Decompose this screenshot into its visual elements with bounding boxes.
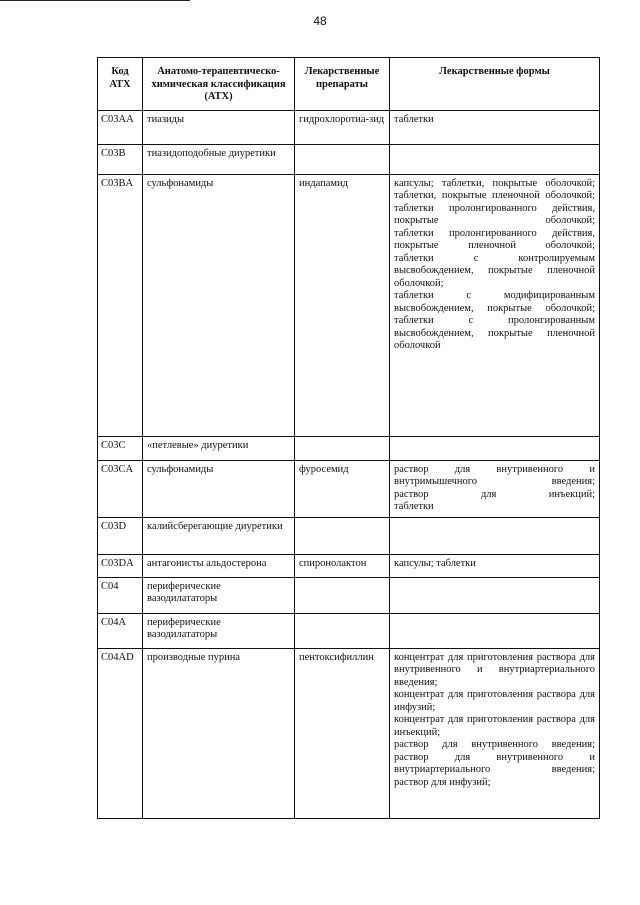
dosage-form-item: таблетки с пролонгированным высвобождением, покрытые пленочной оболочкой — [394, 315, 595, 351]
atc-table — [97, 57, 600, 819]
header-classification: Анатомо-терапевтическо-химическая классификация (АТХ) — [143, 58, 295, 111]
classification-cell: производные пурина — [143, 648, 295, 818]
atc-code-cell: C04AD — [98, 648, 143, 818]
dosage-form-item: раствор для инъекций; — [394, 488, 595, 500]
classification-cell: сульфонамиды — [143, 460, 295, 517]
classification-cell: периферические вазодилататоры — [143, 613, 295, 648]
atc-code-cell: C03AA — [98, 110, 143, 144]
table-row — [98, 460, 600, 517]
forms-cell — [390, 436, 600, 460]
drug-cell — [295, 436, 390, 460]
dosage-form-item: раствор для внутривенного введения; — [394, 739, 595, 750]
classification-cell: антагонисты альдостерона — [143, 554, 295, 577]
classification-cell: калийсберегающие диуретики — [143, 517, 295, 554]
dosage-form-item: раствор для инфузий; — [394, 776, 491, 788]
dosage-form-item: раствор для внутривенного и внутримышечного введения; — [394, 463, 595, 487]
drug-cell: фуросемид — [295, 460, 390, 517]
table-row — [98, 648, 600, 818]
dosage-form-item: таблетки — [394, 113, 434, 125]
table-row — [98, 110, 600, 144]
dosage-form-item: таблетки — [394, 501, 434, 512]
forms-cell — [390, 648, 600, 818]
classification-cell: тиазидоподобные диуретики — [143, 144, 295, 174]
table-row — [98, 174, 600, 436]
atc-code-cell: C03D — [98, 517, 143, 554]
classification-cell: тиазиды — [143, 110, 295, 144]
forms-cell — [390, 577, 600, 613]
table-row — [98, 144, 600, 174]
table-row — [98, 554, 600, 577]
atc-code-cell: C04 — [98, 577, 143, 613]
atc-code-cell: C03BA — [98, 174, 143, 436]
dosage-form-item: таблетки с контролируемым высвобождением, покрытые пленочной оболочкой; — [394, 252, 595, 289]
table-row — [98, 436, 600, 460]
header-drugs: Лекарственные препараты — [295, 58, 390, 111]
drug-cell: спиронолактон — [295, 554, 390, 577]
atc-code-cell: C03B — [98, 144, 143, 174]
table-row — [98, 577, 600, 613]
classification-cell: периферические вазодилататоры — [143, 577, 295, 613]
dosage-form-item: капсулы; таблетки — [394, 557, 476, 569]
drug-cell: индапамид — [295, 174, 390, 436]
atc-code-cell: C03C — [98, 436, 143, 460]
classification-cell: «петлевые» диуретики — [143, 436, 295, 460]
atc-code-cell: C03DA — [98, 554, 143, 577]
dosage-form-item: таблетки пролонгированного действия, покрытые оболочкой; — [394, 202, 595, 226]
forms-cell — [390, 144, 600, 174]
classification-cell: сульфонамиды — [143, 174, 295, 436]
forms-cell — [390, 517, 600, 554]
page-number: 48 — [313, 14, 327, 28]
header-forms: Лекарственные формы — [390, 58, 600, 111]
table-row — [98, 613, 600, 648]
forms-cell — [390, 460, 600, 517]
table-body — [98, 110, 600, 818]
drug-cell — [295, 144, 390, 174]
dosage-form-item: таблетки, покрытые пленочной оболочкой; — [394, 190, 595, 201]
dosage-form-item: капсулы; таблетки, покрытые оболочкой; — [394, 177, 595, 189]
drug-cell — [295, 613, 390, 648]
table-header-row — [98, 58, 600, 111]
drug-cell — [295, 517, 390, 554]
atc-code-cell: C03CA — [98, 460, 143, 517]
header-code: Код АТХ — [98, 58, 143, 111]
dosage-form-item: таблетки пролонгированного действия, покрытые пленочной оболочкой; — [394, 227, 595, 251]
forms-cell — [390, 110, 600, 144]
dosage-form-item: таблетки с модифицированным высвобождением, покрытые оболочкой; — [394, 290, 595, 314]
top-rule — [0, 0, 190, 1]
forms-cell — [390, 554, 600, 577]
dosage-form-item: концентрат для приготовления раствора для инъекций; — [394, 714, 595, 738]
forms-cell — [390, 174, 600, 436]
drug-cell: гидрохлоротиа-зид — [295, 110, 390, 144]
dosage-form-item: концентрат для приготовления раствора для внутривенного и внутриартериального введения; — [394, 651, 595, 688]
drug-cell: пентоксифиллин — [295, 648, 390, 818]
table-row — [98, 517, 600, 554]
forms-cell — [390, 613, 600, 648]
dosage-form-item: раствор для внутривенного и внутриартериального введения; — [394, 751, 595, 775]
atc-code-cell: C04A — [98, 613, 143, 648]
drug-cell — [295, 577, 390, 613]
dosage-form-item: концентрат для приготовления раствора для инфузий; — [394, 689, 595, 713]
